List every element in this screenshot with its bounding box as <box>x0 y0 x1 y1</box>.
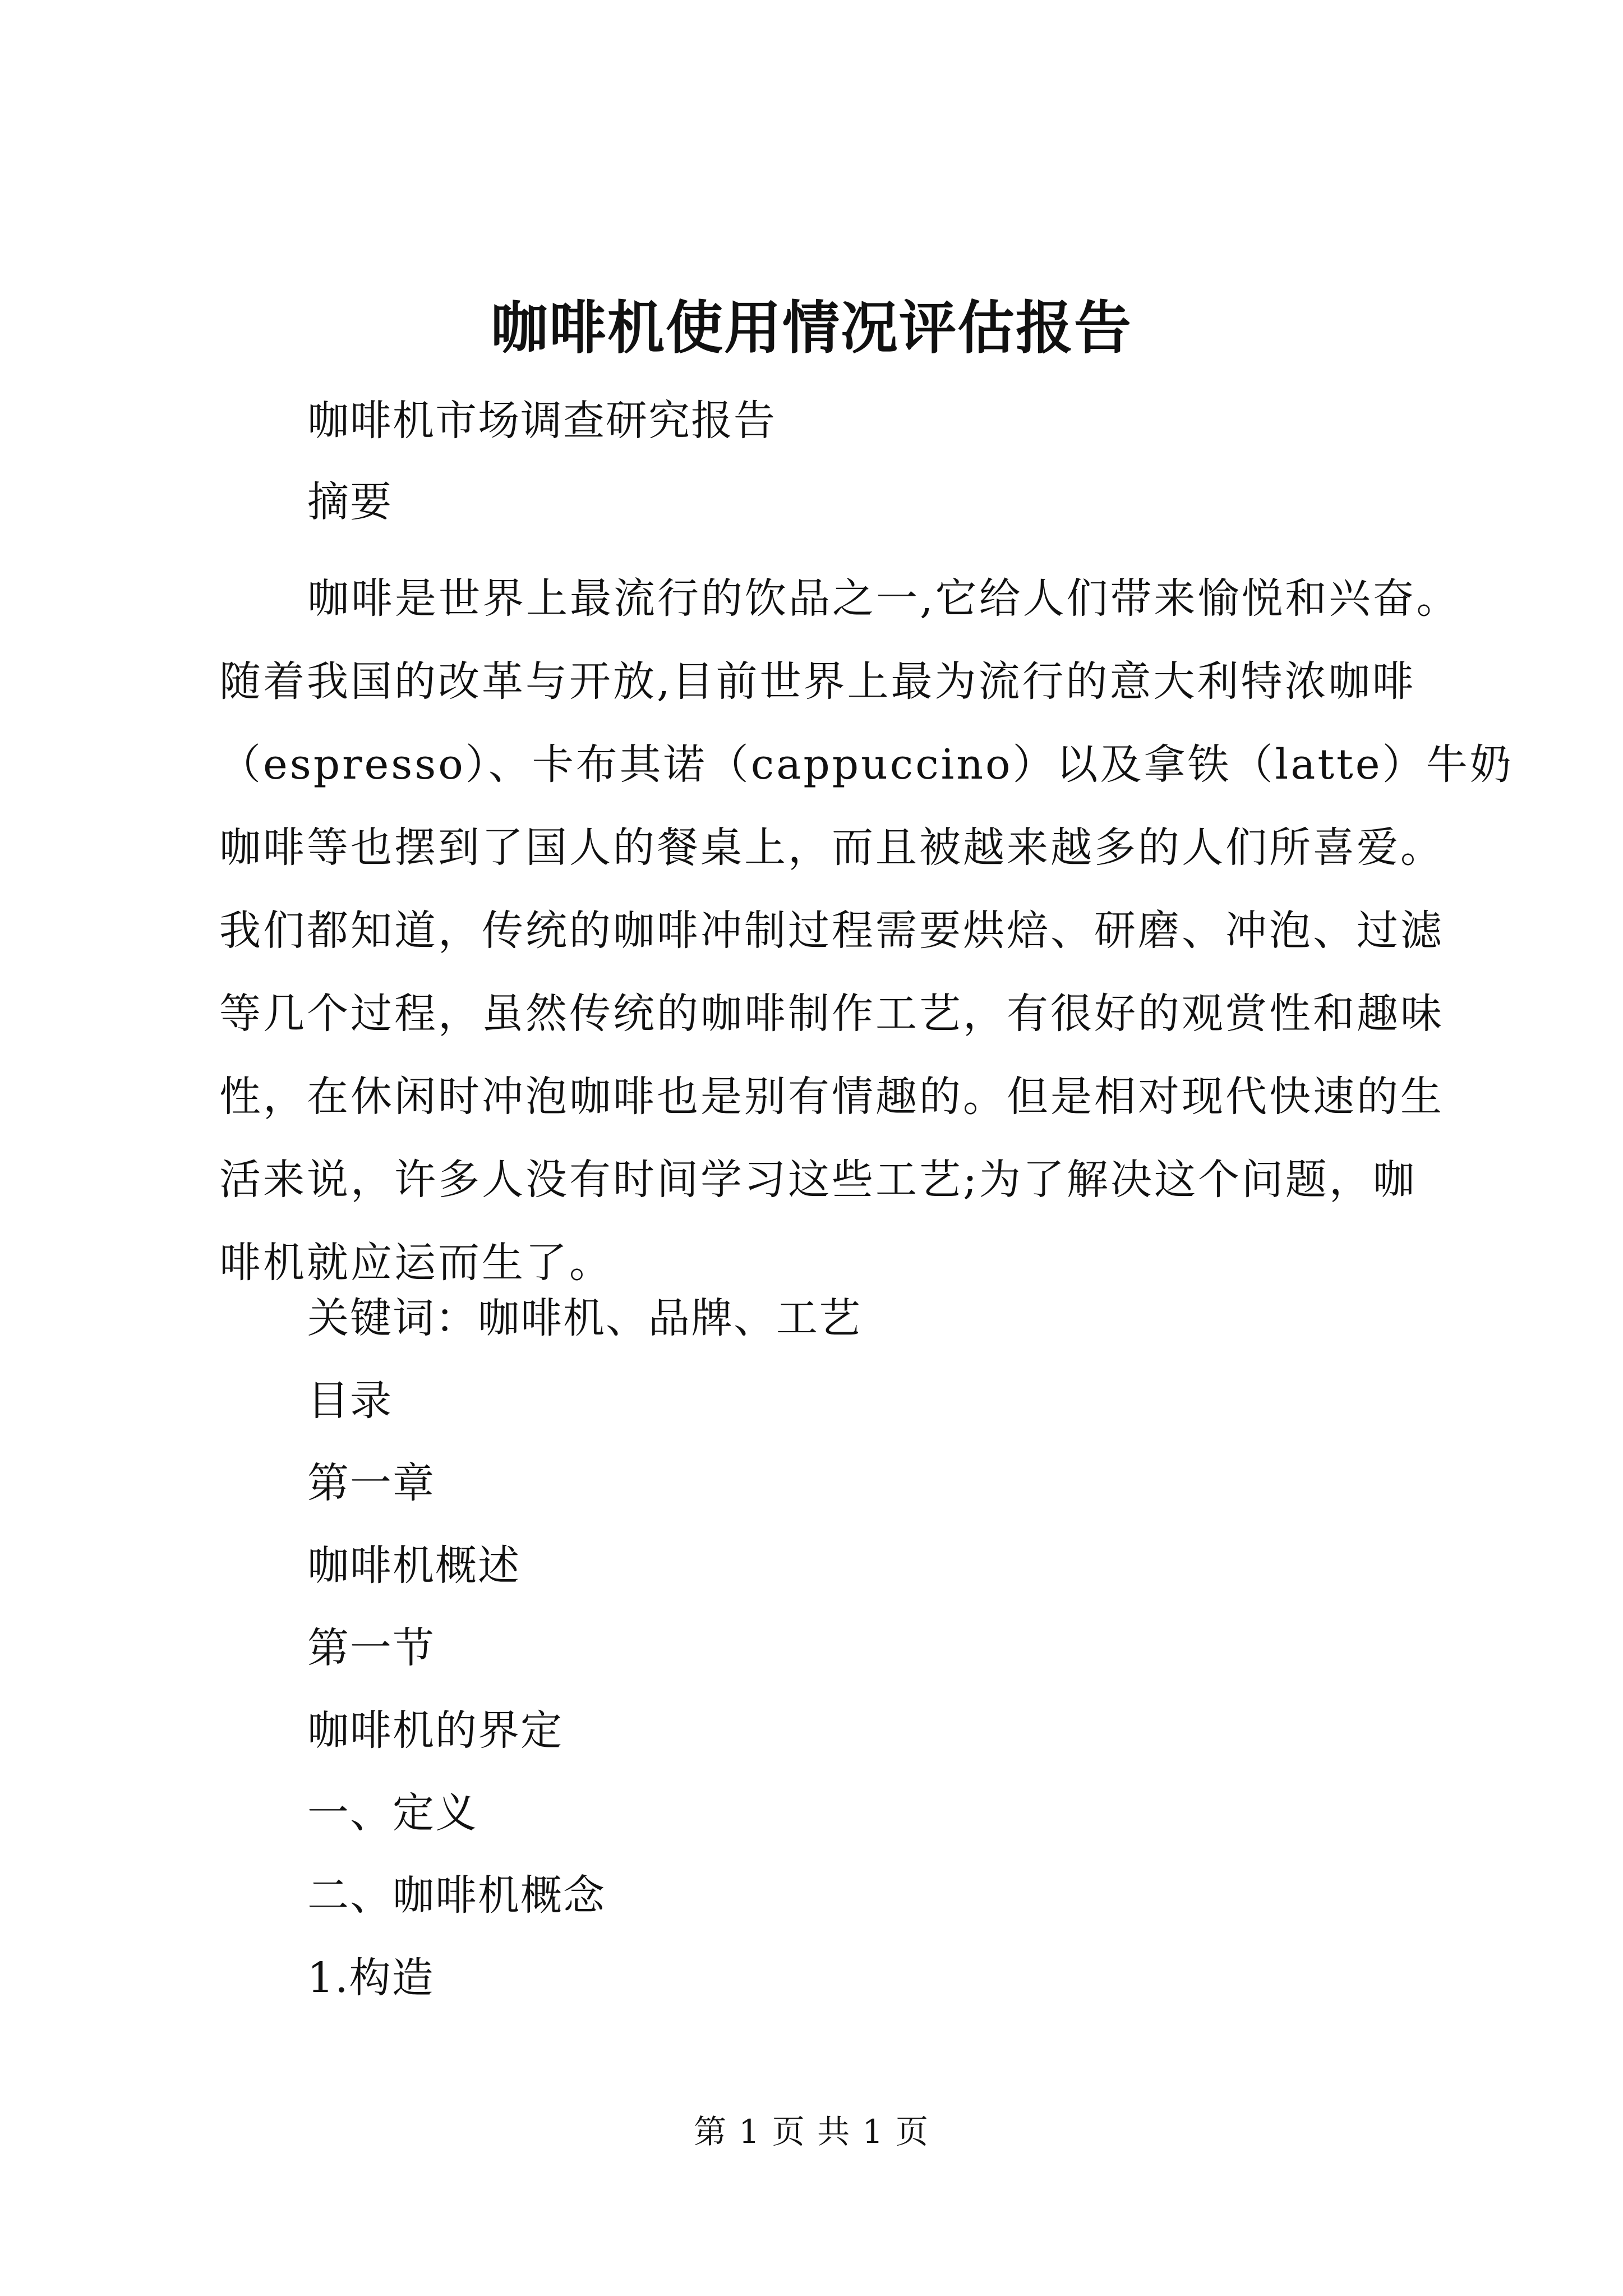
abstract-paragraph <box>219 557 1514 1304</box>
toc-item: 一、定义 <box>307 1789 478 1837</box>
page-number-footer: 第 1 页 共 1 页 <box>694 2113 929 2151</box>
toc-item: 第一章 <box>307 1459 435 1507</box>
document-subtitle: 咖啡机市场调查研究报告 <box>307 397 776 445</box>
abstract-line: 我们都知道，传统的咖啡冲制过程需要烘焙、研磨、冲泡、过滤 <box>219 907 1444 955</box>
abstract-line: 活来说，许多人没有时间学习这些工艺;为了解决这个问题，咖 <box>219 1156 1417 1204</box>
abstract-line: 咖啡等也摆到了国人的餐桌上，而且被越来越多的人们所喜爱。 <box>219 823 1444 872</box>
toc-item: 二、咖啡机概念 <box>307 1871 606 1920</box>
abstract-line: （espresso）、卡布其诺（cappuccino）以及拿铁（latte）牛奶 <box>219 740 1514 789</box>
toc-heading: 目录 <box>307 1377 393 1425</box>
abstract-line: 性，在休闲时冲泡咖啡也是别有情趣的。但是相对现代快速的生 <box>219 1073 1444 1121</box>
abstract-line: 等几个过程，虽然传统的咖啡制作工艺，有很好的观赏性和趣味 <box>219 990 1444 1038</box>
document-title: 咖啡机使用情况评估报告 <box>491 295 1132 362</box>
abstract-line: 咖啡是世界上最流行的饮品之一,它给人们带来愉悦和兴奋。 <box>307 574 1460 623</box>
abstract-line: 随着我国的改革与开放,目前世界上最为流行的意大利特浓咖啡 <box>219 657 1416 706</box>
keywords-line: 关键词：咖啡机、品牌、工艺 <box>307 1294 861 1342</box>
abstract-heading: 摘要 <box>307 478 393 526</box>
abstract-line: 啡机就应运而生了。 <box>219 1239 613 1287</box>
toc-item: 咖啡机概述 <box>307 1542 520 1590</box>
toc-item: 1.构造 <box>307 1954 435 2002</box>
toc-item: 第一节 <box>307 1624 435 1672</box>
toc-item: 咖啡机的界定 <box>307 1706 563 1755</box>
